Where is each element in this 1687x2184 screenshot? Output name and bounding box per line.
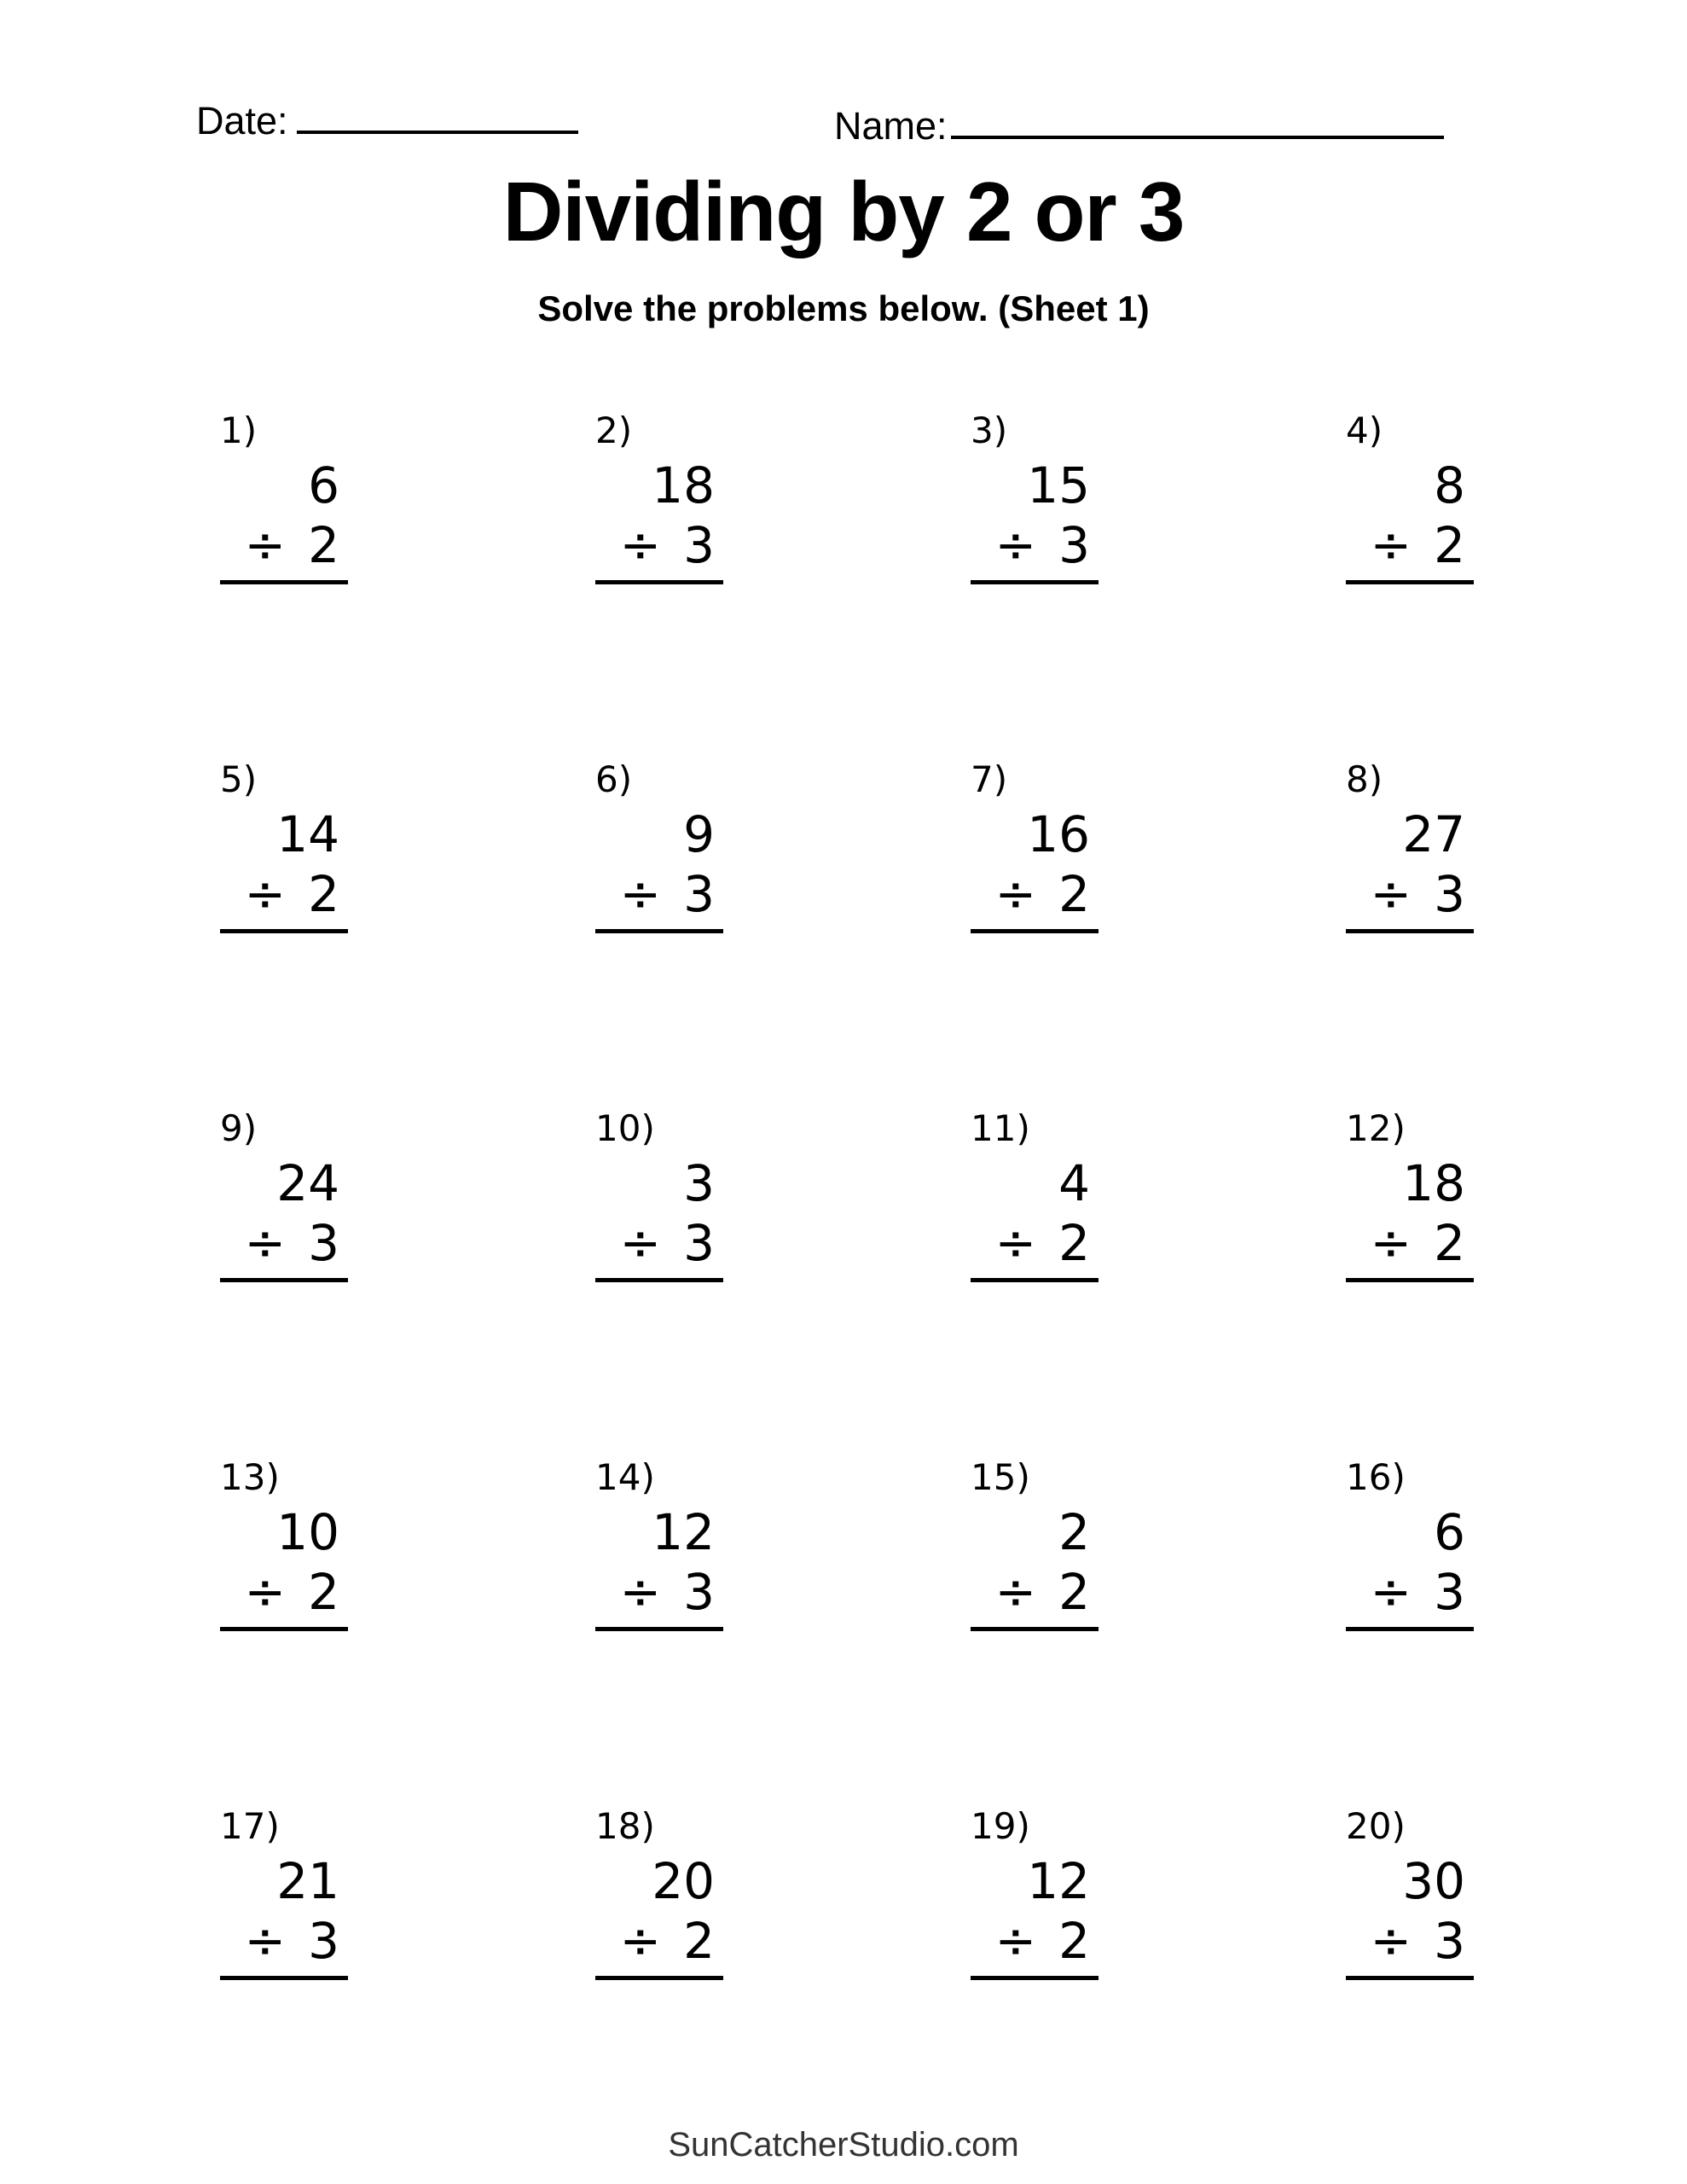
dividend: 20 [652,1852,715,1911]
problem-cell-8 [1346,760,1474,1109]
name-blank-line [951,105,1444,139]
problem-cell-3 [971,411,1099,760]
dividend: 18 [652,456,715,515]
problem-cell-13 [220,1458,348,1807]
division-sign: ÷ [619,1912,662,1971]
dividend: 16 [1027,805,1090,864]
problem-cell-12 [1346,1109,1474,1458]
divisor: 2 [1058,1912,1090,1971]
divisor-row [220,1214,348,1273]
dividend: 6 [1434,1503,1465,1562]
problem-number: 7) [971,758,1008,800]
divisor-row [971,1214,1099,1273]
problem-cell-10 [595,1109,723,1458]
dividend: 24 [276,1154,339,1213]
problem-number: 13) [220,1456,280,1498]
divisor: 2 [1058,1214,1090,1273]
divisor: 3 [1058,516,1090,575]
problem-cell-2 [595,411,723,760]
problem-number: 20) [1346,1805,1406,1847]
problem-number: 16) [1346,1456,1406,1498]
problem-number: 8) [1346,758,1383,800]
divisor: 3 [1434,865,1465,924]
answer-line [971,1976,1099,1980]
answer-line [220,1278,348,1282]
dividend: 12 [1027,1852,1090,1911]
divisor-row [971,1912,1099,1971]
problem-number: 19) [971,1805,1030,1847]
date-blank-line [297,100,578,134]
date-label: Date: [196,99,288,142]
problem-cell-7 [971,760,1099,1109]
problem-cell-11 [971,1109,1099,1458]
dividend: 4 [1058,1154,1090,1213]
divisor-row [971,516,1099,575]
problem-number: 6) [595,758,633,800]
divisor: 2 [1434,1214,1465,1273]
division-sign: ÷ [244,865,287,924]
division-sign: ÷ [619,865,662,924]
divisor-row [1346,1912,1474,1971]
problem-cell-20 [1346,1807,1474,2156]
dividend: 15 [1027,456,1090,515]
dividend: 2 [1058,1503,1090,1562]
problem-cell-19 [971,1807,1099,2156]
problem-cell-1 [220,411,348,760]
dividend: 30 [1402,1852,1465,1911]
dividend: 14 [276,805,339,864]
problem-number: 10) [595,1107,655,1149]
problem-cell-9 [220,1109,348,1458]
problem-cell-17 [220,1807,348,2156]
problem-number: 12) [1346,1107,1406,1149]
answer-line [595,929,723,933]
division-sign: ÷ [244,1563,287,1622]
footer-credit: SunCatcherStudio.com [668,2126,1019,2164]
problem-cell-14 [595,1458,723,1807]
problem-cell-16 [1346,1458,1474,1807]
divisor: 3 [1434,1912,1465,1971]
answer-line [971,1627,1099,1631]
divisor: 3 [683,1214,715,1273]
problem-number: 11) [971,1107,1030,1149]
divisor: 3 [683,516,715,575]
divisor: 2 [308,865,339,924]
divisor-row [595,516,723,575]
answer-line [220,1976,348,1980]
division-sign: ÷ [244,1912,287,1971]
divisor: 2 [308,516,339,575]
dividend: 3 [683,1154,715,1213]
problem-number: 5) [220,758,258,800]
division-sign: ÷ [1370,1563,1412,1622]
divisor-row [1346,516,1474,575]
problem-cell-5 [220,760,348,1109]
divisor: 2 [1058,865,1090,924]
worksheet-subtitle: Solve the problems below. (Sheet 1) [537,288,1150,328]
problem-number: 15) [971,1456,1030,1498]
problem-cell-18 [595,1807,723,2156]
divisor-row [595,1563,723,1622]
divisor-row [595,1214,723,1273]
problem-number: 4) [1346,410,1383,451]
answer-line [595,1976,723,1980]
divisor-row [220,1912,348,1971]
division-sign: ÷ [1370,1214,1412,1273]
division-sign: ÷ [244,1214,287,1273]
answer-line [1346,580,1474,584]
problem-number: 1) [220,410,258,451]
dividend: 21 [276,1852,339,1911]
answer-line [1346,1976,1474,1980]
answer-line [220,929,348,933]
divisor-row [1346,1214,1474,1273]
problem-number: 14) [595,1456,655,1498]
name-field [834,104,1444,148]
problem-cell-4 [1346,411,1474,760]
divisor: 2 [1434,516,1465,575]
divisor-row [595,1912,723,1971]
dividend: 27 [1402,805,1465,864]
divisor-row [595,865,723,924]
divisor: 2 [1058,1563,1090,1622]
divisor-row [220,865,348,924]
division-sign: ÷ [1370,865,1412,924]
divisor-row [971,1563,1099,1622]
division-sign: ÷ [619,1214,662,1273]
division-sign: ÷ [994,1214,1037,1273]
divisor: 3 [1434,1563,1465,1622]
dividend: 18 [1402,1154,1465,1213]
division-sign: ÷ [619,516,662,575]
name-label: Name: [834,104,948,148]
divisor-row [220,516,348,575]
divisor-row [1346,1563,1474,1622]
answer-line [971,1278,1099,1282]
dividend: 12 [652,1503,715,1562]
divisor: 2 [308,1563,339,1622]
answer-line [595,580,723,584]
problems-grid [220,411,1474,2156]
dividend: 8 [1434,456,1465,515]
problem-number: 17) [220,1805,280,1847]
divisor: 2 [683,1912,715,1971]
problem-number: 3) [971,410,1008,451]
dividend: 10 [276,1503,339,1562]
division-sign: ÷ [994,865,1037,924]
worksheet-title: Dividing by 2 or 3 [502,165,1185,258]
divisor: 3 [683,865,715,924]
answer-line [220,580,348,584]
division-sign: ÷ [244,516,287,575]
division-sign: ÷ [994,516,1037,575]
divisor-row [971,865,1099,924]
answer-line [1346,929,1474,933]
date-field [196,99,578,143]
answer-line [971,929,1099,933]
problem-number: 18) [595,1805,655,1847]
divisor: 3 [683,1563,715,1622]
answer-line [595,1627,723,1631]
problem-cell-6 [595,760,723,1109]
answer-line [220,1627,348,1631]
answer-line [1346,1627,1474,1631]
divisor-row [1346,865,1474,924]
dividend: 9 [683,805,715,864]
problem-number: 2) [595,410,633,451]
dividend: 6 [308,456,339,515]
divisor: 3 [308,1912,339,1971]
division-sign: ÷ [994,1912,1037,1971]
division-sign: ÷ [994,1563,1037,1622]
problem-number: 9) [220,1107,258,1149]
answer-line [1346,1278,1474,1282]
division-sign: ÷ [1370,1912,1412,1971]
problem-cell-15 [971,1458,1099,1807]
divisor: 3 [308,1214,339,1273]
division-sign: ÷ [619,1563,662,1622]
answer-line [595,1278,723,1282]
division-sign: ÷ [1370,516,1412,575]
answer-line [971,580,1099,584]
divisor-row [220,1563,348,1622]
